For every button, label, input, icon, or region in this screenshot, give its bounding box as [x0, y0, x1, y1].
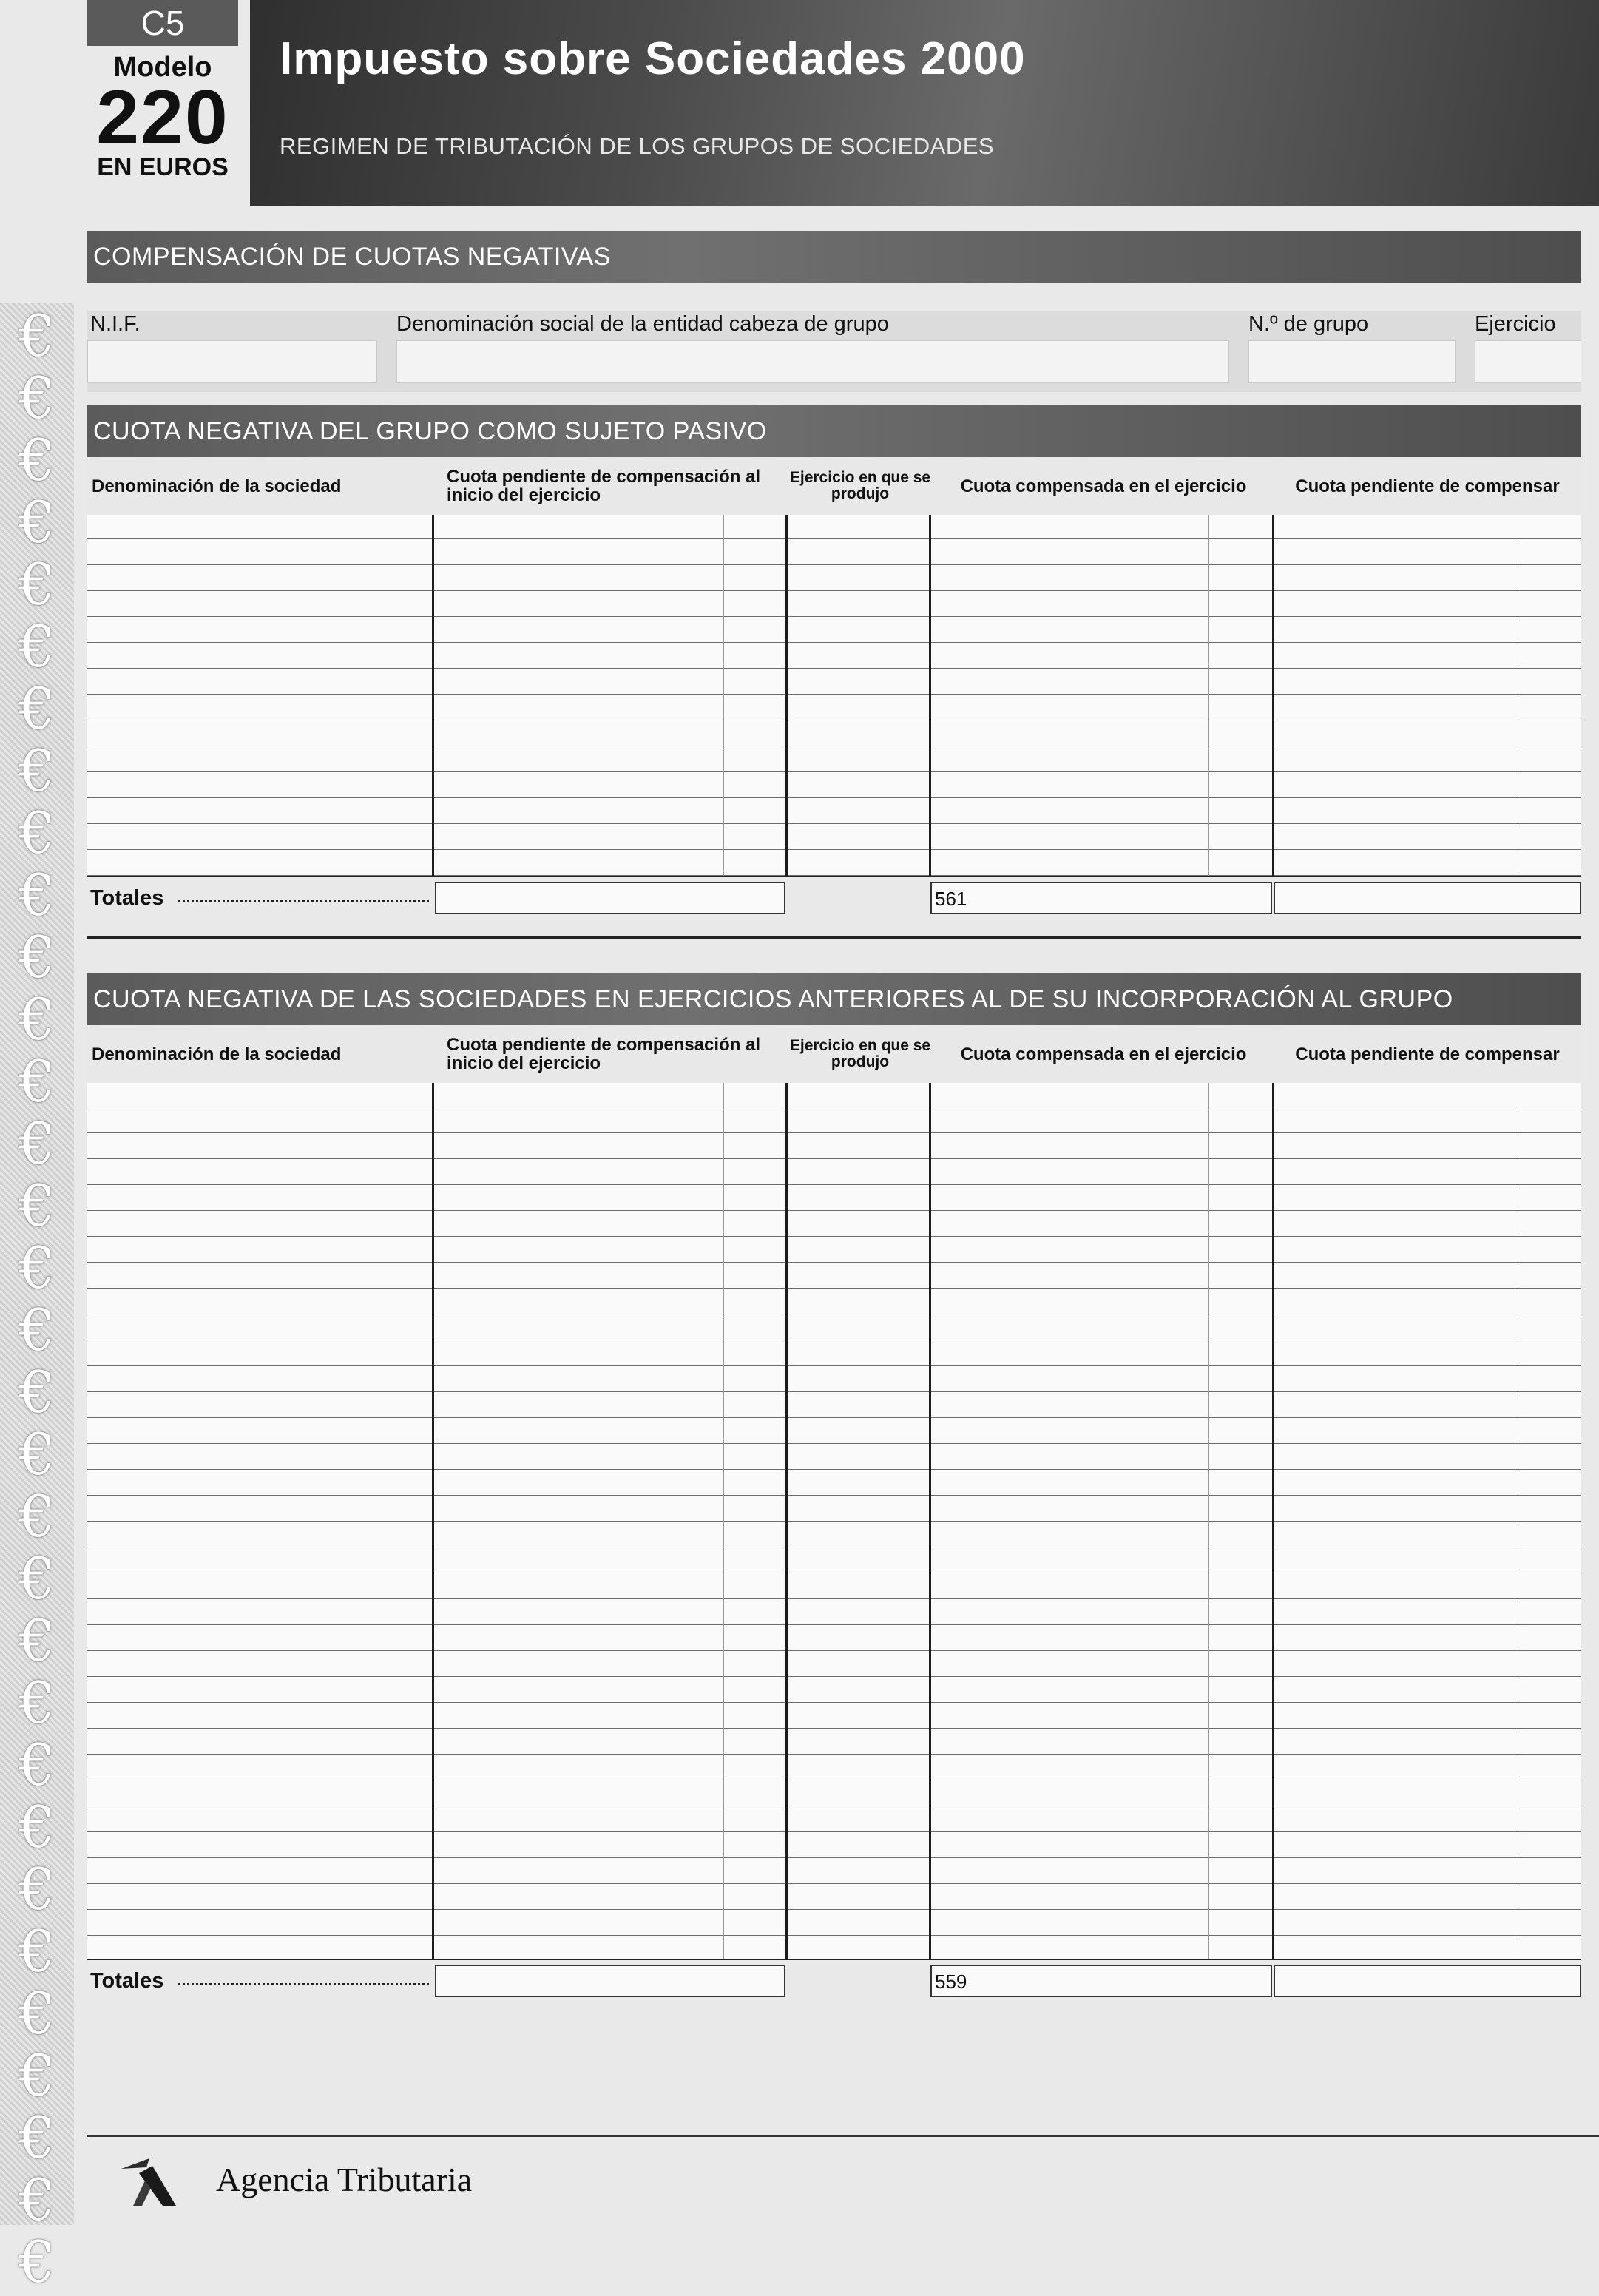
prior-quota-table	[87, 1025, 1581, 2002]
table-body[interactable]	[87, 1083, 1581, 1960]
euro-icon: €	[18, 2105, 55, 2172]
box-code: 559	[935, 1971, 967, 1993]
euro-icon: €	[18, 365, 55, 432]
col-header-company: Denominación de la sociedad	[92, 1044, 342, 1064]
euro-icon: €	[18, 925, 55, 991]
column-divider	[929, 515, 931, 876]
group-number-field[interactable]	[1248, 340, 1456, 383]
fiscal-year-field[interactable]	[1475, 340, 1581, 383]
table-body[interactable]	[87, 515, 1581, 877]
euro-icon: €	[18, 1111, 55, 1178]
entity-name-field[interactable]	[396, 340, 1229, 383]
euro-icon: €	[18, 1235, 55, 1302]
total-offset-field[interactable]	[930, 882, 1272, 914]
form-code: C5	[87, 0, 238, 46]
model-label: Modelo	[113, 52, 212, 83]
total-offset-field[interactable]	[930, 1965, 1272, 1997]
col-header-company: Denominación de la sociedad	[92, 476, 342, 496]
decimal-tick	[1208, 1083, 1209, 1959]
totals-leader-dots	[178, 899, 429, 902]
agency-name: Agencia Tributaria	[216, 2161, 473, 2198]
euro-icon: €	[18, 987, 55, 1053]
euro-icon: €	[18, 1732, 55, 1799]
euro-icon: €	[18, 552, 55, 618]
euro-icon: €	[18, 490, 55, 556]
model-badge	[87, 0, 238, 206]
col-header-pending-start: Cuota pendiente de compensación al inicio del ejercicio	[447, 1035, 761, 1073]
identification-area	[87, 311, 1581, 392]
euro-icon: €	[18, 1049, 55, 1115]
euro-icon: €	[18, 2167, 55, 2234]
euro-icon: €	[18, 428, 55, 494]
euro-icon: €	[18, 1857, 55, 1923]
nif-field[interactable]	[87, 340, 377, 383]
euro-icon: €	[18, 1919, 55, 1985]
total-pending-start-field[interactable]	[435, 1965, 785, 1997]
decimal-tick	[1208, 515, 1209, 876]
column-divider	[1272, 515, 1274, 876]
totals-label: Totales	[90, 1969, 164, 1993]
group-quota-table	[87, 457, 1581, 916]
table-header	[87, 1025, 1581, 1083]
euro-icon: €	[18, 614, 55, 681]
main-section-title: COMPENSACIÓN DE CUOTAS NEGATIVAS	[87, 231, 1581, 283]
totals-label: Totales	[90, 886, 164, 910]
page-subtitle: REGIMEN DE TRIBUTACIÓN DE LOS GRUPOS DE SOCIEDADES	[280, 133, 995, 159]
entity-name-label: Denominación social de la entidad cabeza de grupo	[396, 312, 889, 336]
col-header-year-produced: Ejercicio en que se produjo	[789, 1037, 931, 1070]
euro-icon: €	[18, 1546, 55, 1613]
section-prior-title: CUOTA NEGATIVA DE LAS SOCIEDADES EN EJERCICIOS ANTERIORES AL DE SU INCORPORACIÓN AL GRUPO	[87, 973, 1581, 1025]
euro-icon: €	[18, 1670, 55, 1737]
column-divider	[785, 515, 788, 876]
totals-leader-dots	[178, 1982, 429, 1985]
euro-icon: €	[18, 2229, 55, 2296]
total-pending-start-field[interactable]	[435, 882, 785, 914]
euro-icon: €	[18, 2043, 55, 2110]
euro-icon: €	[18, 1981, 55, 2047]
section-group-title: CUOTA NEGATIVA DEL GRUPO COMO SUJETO PASIVO	[87, 405, 1581, 457]
total-pending-field[interactable]	[1274, 1965, 1581, 1997]
euro-icon: €	[18, 1484, 55, 1550]
euro-icon: €	[18, 1297, 55, 1364]
currency-label: EN EUROS	[97, 153, 229, 181]
decimal-tick	[723, 1083, 724, 1959]
model-number: 220	[96, 75, 229, 161]
euro-icon: €	[18, 676, 55, 743]
euro-icon: €	[18, 862, 55, 929]
col-header-pending-start: Cuota pendiente de compensación al inicio del ejercicio	[447, 467, 761, 505]
column-divider	[785, 1083, 788, 1959]
column-divider	[1272, 1083, 1274, 1959]
euro-icon: €	[18, 738, 55, 805]
col-header-pending: Cuota pendiente de compensar	[1295, 1044, 1560, 1064]
column-divider	[929, 1083, 931, 1959]
page-title: Impuesto sobre Sociedades 2000	[280, 33, 1026, 84]
column-divider	[432, 1083, 434, 1959]
column-divider	[432, 515, 434, 876]
euro-icon: €	[18, 800, 55, 867]
totals-row	[87, 882, 1581, 917]
col-header-pending: Cuota pendiente de compensar	[1295, 476, 1560, 496]
euro-icon: €	[18, 1360, 55, 1426]
footer-rule	[87, 2135, 1599, 2137]
section-separator	[87, 936, 1581, 939]
euro-icon: €	[18, 1173, 55, 1240]
euro-icon: €	[18, 1794, 55, 1861]
nif-label: N.I.F.	[90, 312, 141, 336]
euro-icon: €	[18, 303, 55, 370]
box-code: 561	[935, 888, 967, 910]
table-header	[87, 457, 1581, 515]
col-header-offset: Cuota compensada en el ejercicio	[960, 476, 1247, 496]
euro-icon: €	[18, 1422, 55, 1488]
decimal-tick	[723, 515, 724, 876]
euro-watermark-strip	[0, 303, 74, 2296]
total-pending-field[interactable]	[1274, 882, 1581, 914]
fiscal-year-label: Ejercicio	[1475, 312, 1556, 336]
euro-icon: €	[18, 1608, 55, 1675]
agency-logo-icon	[117, 2151, 179, 2210]
title-banner	[250, 0, 1599, 206]
col-header-offset: Cuota compensada en el ejercicio	[960, 1044, 1247, 1064]
col-header-year-produced: Ejercicio en que se produjo	[789, 469, 931, 502]
group-number-label: N.º de grupo	[1248, 312, 1369, 336]
totals-row	[87, 1965, 1581, 2000]
